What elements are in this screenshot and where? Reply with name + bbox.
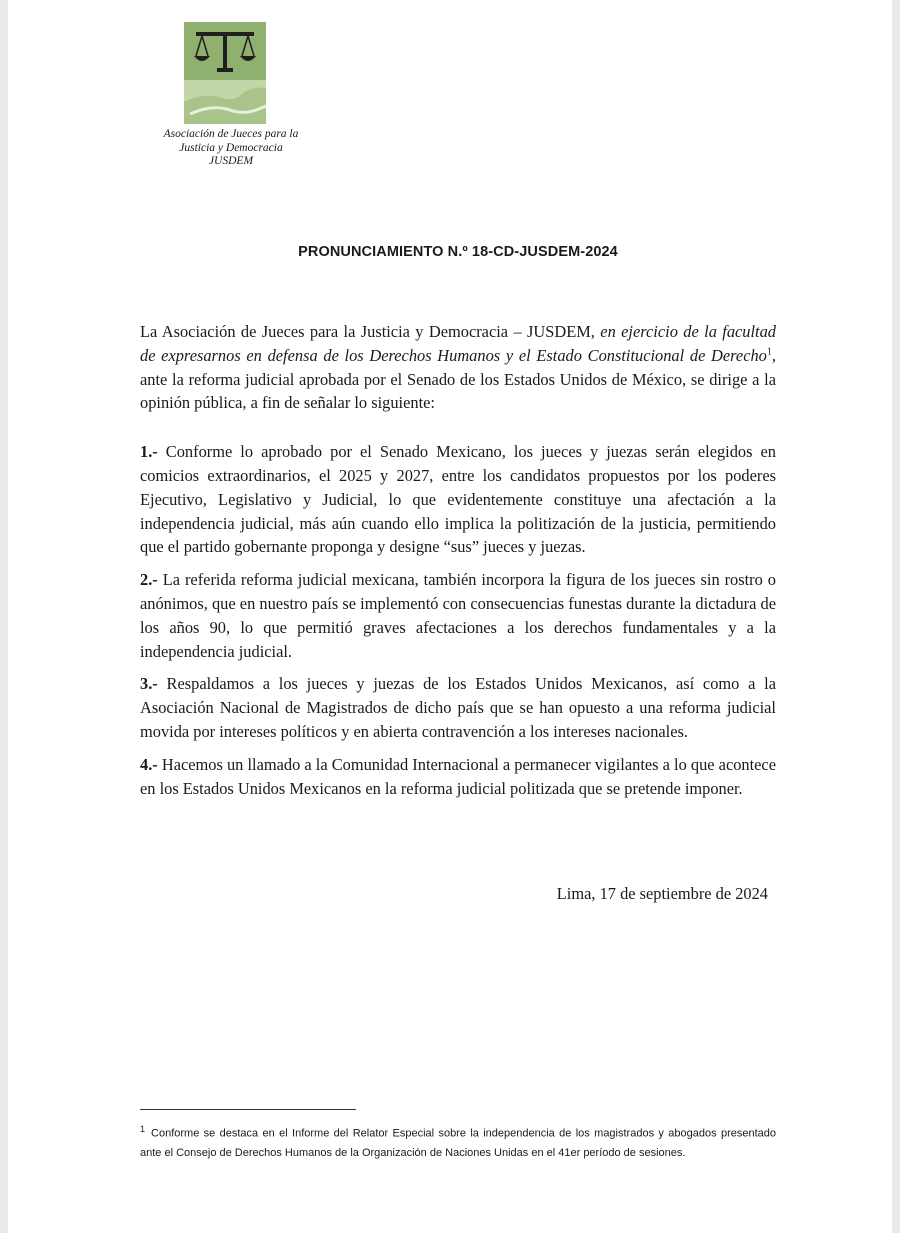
- list-item: [140, 440, 776, 559]
- intro-text-2: , ante la reforma judicial aprobada por el Senado de los Estados Unidos de México, se dirige a la opinión pública, a fin de señalar lo siguiente:: [140, 345, 776, 413]
- footnote-reference: 1: [766, 346, 772, 358]
- item-number: 2.-: [140, 570, 158, 590]
- scales-of-justice-logo: [184, 22, 266, 124]
- item-text: Respaldamos a los jueces y juezas de los Estados Unidos Mexicanos, así como a la Asociación Nacional de Magistrados de dicho país que se han opuesto a una reforma judicial movida por intereses políticos y en abierta contravención a los intereses nacionales.: [140, 674, 776, 741]
- organization-name: [146, 128, 316, 169]
- intro-paragraph: [140, 320, 776, 415]
- intro-italic-text: en ejercicio de la facultad de expresarnos en defensa de los Derechos Humanos y el Estado Constitucional de Derecho: [140, 322, 777, 365]
- item-number: 4.-: [140, 754, 158, 774]
- org-name-line-1: Asociación de Jueces para la: [163, 128, 299, 140]
- org-acronym: JUSDEM: [208, 155, 254, 167]
- list-item: [140, 753, 776, 801]
- item-number: 3.-: [140, 674, 158, 694]
- list-item: [140, 568, 776, 663]
- item-text: Hacemos un llamado a la Comunidad Internacional a permanecer vigilantes a lo que acontece en los Estados Unidos Mexicanos en la reforma judicial politizada que se pretende imponer.: [140, 754, 776, 798]
- footnote-divider: [140, 1109, 356, 1110]
- footnote-text: Conforme se destaca en el Informe del Relator Especial sobre la independencia de los magistrados y abogados presentado ante el Consejo de Derechos Humanos de la Organización de Naciones Unidas en el 41er período de sesiones.: [140, 1127, 776, 1159]
- document-body: [140, 320, 776, 809]
- footnote-number: 1: [140, 1124, 146, 1134]
- item-text: La referida reforma judicial mexicana, también incorpora la figura de los jueces sin rostro o anónimos, que en nuestro país se implementó con consecuencias funestas durante la dictadura de los años 90, lo que permitió graves afectaciones a los derechos fundamentales y a la independencia judicial.: [140, 570, 776, 661]
- document-page: [8, 0, 892, 1233]
- item-number: 1.-: [140, 442, 158, 462]
- intro-text-1: La Asociación de Jueces para la Justicia y Democracia – JUSDEM,: [140, 322, 601, 341]
- list-item: [140, 672, 776, 743]
- item-text: Conforme lo aprobado por el Senado Mexicano, los jueces y juezas serán elegidos en comicios extraordinarios, el 2025 y 2027, entre los candidatos propuestos por los poderes Ejecutivo, Legislativo y Judicial, lo que evidentemente constituye una afectación a la independencia judicial, más aún cuando ello implica la politización de la justicia, permitiendo que el partido gobernante proponga y designe “sus” jueces y juezas.: [140, 442, 776, 557]
- footnote: [140, 1120, 776, 1163]
- place-and-date: Lima, 17 de septiembre de 2024: [556, 884, 768, 903]
- document-title: PRONUNCIAMIENTO N.º 18-CD-JUSDEM-2024: [298, 244, 618, 260]
- org-name-line-2: Justicia y Democracia: [179, 141, 283, 154]
